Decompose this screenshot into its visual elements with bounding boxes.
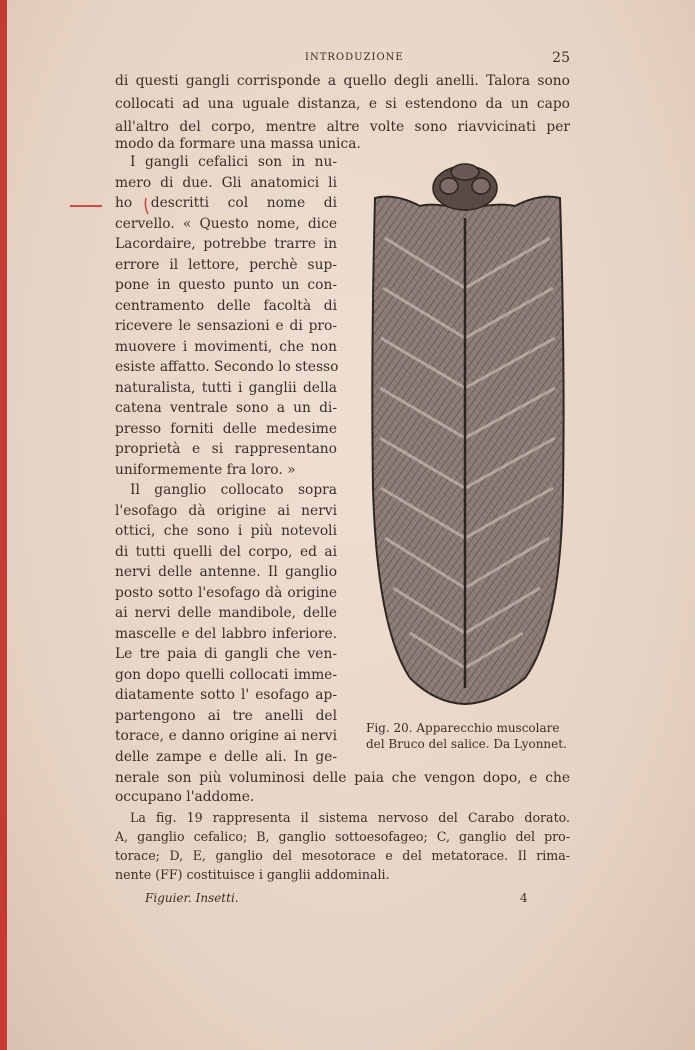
- caterpillar-engraving: [365, 158, 570, 718]
- column-line: ho descritti col nome di: [115, 195, 337, 211]
- column-line: muovere i movimenti, che non: [115, 338, 337, 355]
- bottom-line: occupano l'addome.: [115, 789, 255, 805]
- column-line: nervi delle antenne. Il ganglio: [115, 564, 337, 580]
- column-line: ai nervi delle mandibole, delle: [115, 605, 337, 621]
- signature-mark: [145, 891, 239, 905]
- caption-line: del Bruco del salice. Da Lyonnet.: [366, 737, 567, 751]
- column-line: partengono ai tre anelli del: [115, 707, 337, 724]
- note-line: nente (FF) costituisce i ganglii addominali.: [115, 867, 390, 882]
- column-line: proprietà e si rappresentano: [115, 441, 337, 457]
- red-page-edge: [0, 0, 7, 1050]
- column-line: di tutti quelli del corpo, ed ai: [115, 543, 337, 560]
- column-line: mero di due. Gli anatomici li: [115, 174, 337, 191]
- note-line: La fig. 19 rappresenta il sistema nervoso del Carabo dorato.: [130, 810, 570, 825]
- signature-title: Insetti.: [195, 891, 239, 905]
- column-line: catena ventrale sono a un di-: [115, 400, 337, 416]
- column-line: Le tre paia di gangli che ven-: [115, 646, 337, 662]
- running-title: INTRODUZIONE: [305, 52, 404, 63]
- column-line: presso forniti delle medesime: [115, 420, 337, 437]
- note-line: A, ganglio cefalico; B, ganglio sottoesofageo; C, ganglio del pro-: [115, 829, 570, 844]
- caption-line: Fig. 20. Apparecchio muscolare: [366, 721, 560, 735]
- column-line: centramento delle facoltà di: [115, 297, 337, 314]
- signature-number: 4: [520, 891, 528, 905]
- top-line: di questi gangli corrisponde a quello degli anelli. Talora sono: [115, 73, 570, 89]
- column-line: esiste affatto. Secondo lo stesso: [115, 359, 339, 375]
- column-line: ottici, che sono i più notevoli: [115, 523, 337, 539]
- signature-author: Figuier.: [145, 891, 192, 905]
- column-line: pone in questo punto un con-: [115, 277, 337, 293]
- page-number: 25: [552, 50, 570, 66]
- column-line: Il ganglio collocato sopra: [130, 482, 337, 498]
- column-line: errore il lettore, perchè sup-: [115, 256, 337, 273]
- running-head: [115, 50, 570, 68]
- column-line: Lacordaire, potrebbe trarre in: [115, 236, 337, 252]
- column-line: gon dopo quelli collocati imme-: [115, 666, 337, 683]
- figure-caption: [366, 720, 572, 752]
- top-line: collocati ad una uguale distanza, e si estendono da un capo: [115, 96, 570, 112]
- top-line: modo da formare una massa unica.: [115, 136, 361, 152]
- bottom-line: nerale son più voluminosi delle paia che vengon dopo, e che: [115, 770, 570, 786]
- column-line: naturalista, tutti i ganglii della: [115, 379, 337, 396]
- column-line: I gangli cefalici son in nu-: [130, 154, 337, 170]
- column-line: l'esofago dà origine ai nervi: [115, 502, 337, 519]
- column-line: torace, e danno origine ai nervi: [115, 728, 337, 744]
- column-line: uniformemente fra loro. »: [115, 461, 296, 478]
- figure-note: [115, 808, 570, 884]
- column-line: posto sotto l'esofago dà origine: [115, 584, 337, 601]
- column-line: mascelle e del labbro inferiore.: [115, 625, 337, 642]
- column-line: cervello. « Questo nome, dice: [115, 215, 337, 232]
- top-line: all'altro del corpo, mentre altre volte sono riavvicinati per: [115, 119, 570, 135]
- note-line: torace; D, E, ganglio del mesotorace e del metatorace. Il rima-: [115, 848, 570, 863]
- column-line: diatamente sotto l' esofago ap-: [115, 687, 337, 703]
- column-line: ricevere le sensazioni e di pro-: [115, 318, 337, 334]
- text-column: [115, 152, 337, 767]
- column-line: delle zampe e delle ali. In ge-: [115, 748, 337, 765]
